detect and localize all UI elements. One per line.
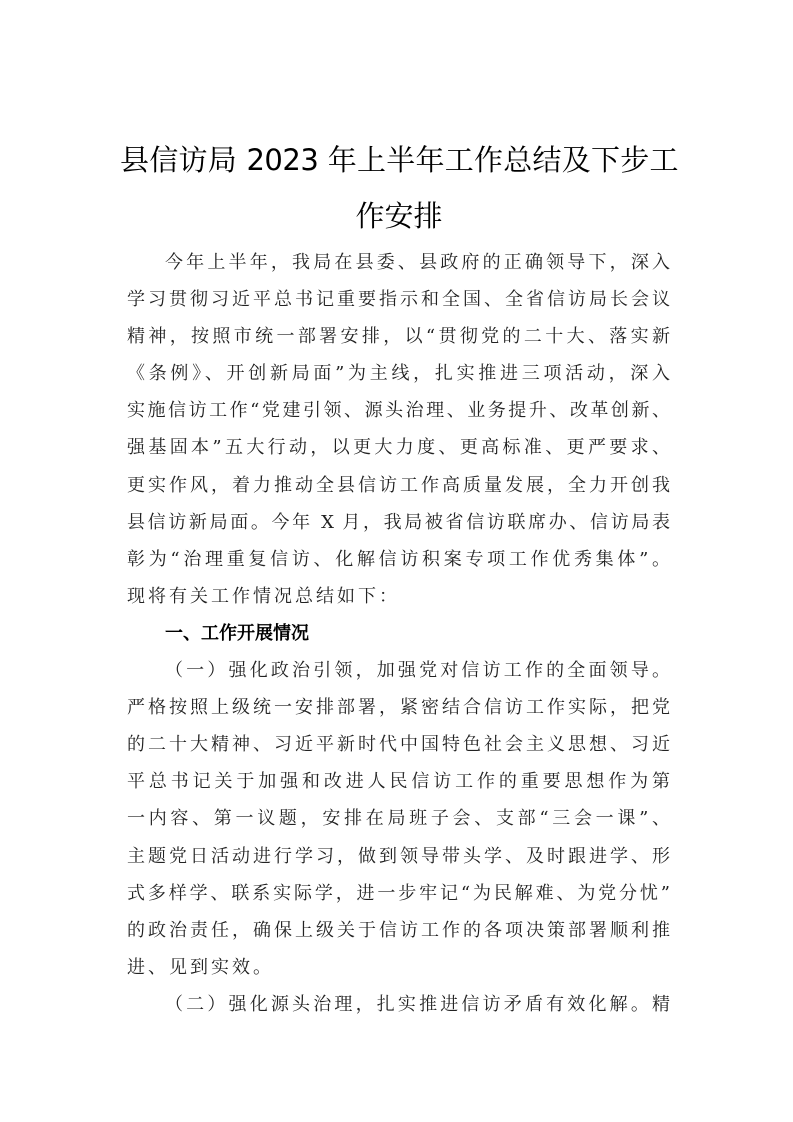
- paragraph-line: 的二十大精神、习近平新时代中国特色社会主义思想、习近: [127, 734, 670, 756]
- subsection-heading-line: （一）强化政治引领，加强党对信访工作的全面领导。: [165, 660, 670, 682]
- paragraph-line: 学习贯彻习近平总书记重要指示和全国、全省信访局长会议: [127, 289, 670, 311]
- paragraph-line: 一内容、第一议题，安排在局班子会、支部“三会一课”、: [127, 808, 670, 830]
- subsection-heading-line: （二）强化源头治理，扎实推进信访矛盾有效化解。精: [165, 993, 670, 1015]
- paragraph-line: 实施信访工作“党建引领、源头治理、业务提升、改革创新、: [127, 400, 670, 422]
- document-title-line-1: 县信访局 2023 年上半年工作总结及下步工: [120, 143, 678, 177]
- paragraph-line: 精神，按照市统一部署安排，以“贯彻党的二十大、落实新: [127, 326, 670, 348]
- paragraph-line: 强基固本”五大行动，以更大力度、更高标准、更严要求、: [127, 437, 670, 459]
- paragraph-line: 的政治责任，确保上级关于信访工作的各项决策部署顺利推: [127, 919, 670, 941]
- document-body: [127, 244, 670, 1023]
- paragraph-line: 更实作风，着力推动全县信访工作高质量发展，全力开创我: [127, 474, 670, 496]
- paragraph-line: 主题党日活动进行学习，做到领导带头学、及时跟进学、形: [127, 845, 670, 867]
- paragraph-line: 平总书记关于加强和改进人民信访工作的重要思想作为第: [127, 771, 670, 793]
- paragraph-line: 现将有关工作情况总结如下：: [127, 585, 400, 607]
- paragraph-line: 《条例》、开创新局面”为主线，扎实推进三项活动，深入: [127, 363, 670, 385]
- section-heading: 一、工作开展情况: [165, 622, 309, 644]
- paragraph-line: 进、见到实效。: [127, 956, 274, 978]
- paragraph-line: 彰为“治理重复信访、化解信访积案专项工作优秀集体”。: [127, 548, 670, 570]
- paragraph-line: 式多样学、联系实际学，进一步牢记“为民解难、为党分忧”: [127, 882, 670, 904]
- paragraph-line: 今年上半年，我局在县委、县政府的正确领导下，深入: [165, 252, 670, 273]
- paragraph-line: 县信访新局面。今年 X 月，我局被省信访联席办、信访局表: [127, 511, 670, 533]
- paragraph-line: 严格按照上级统一安排部署，紧密结合信访工作实际，把党: [127, 697, 670, 719]
- document-title-line-2: 作安排: [355, 199, 443, 233]
